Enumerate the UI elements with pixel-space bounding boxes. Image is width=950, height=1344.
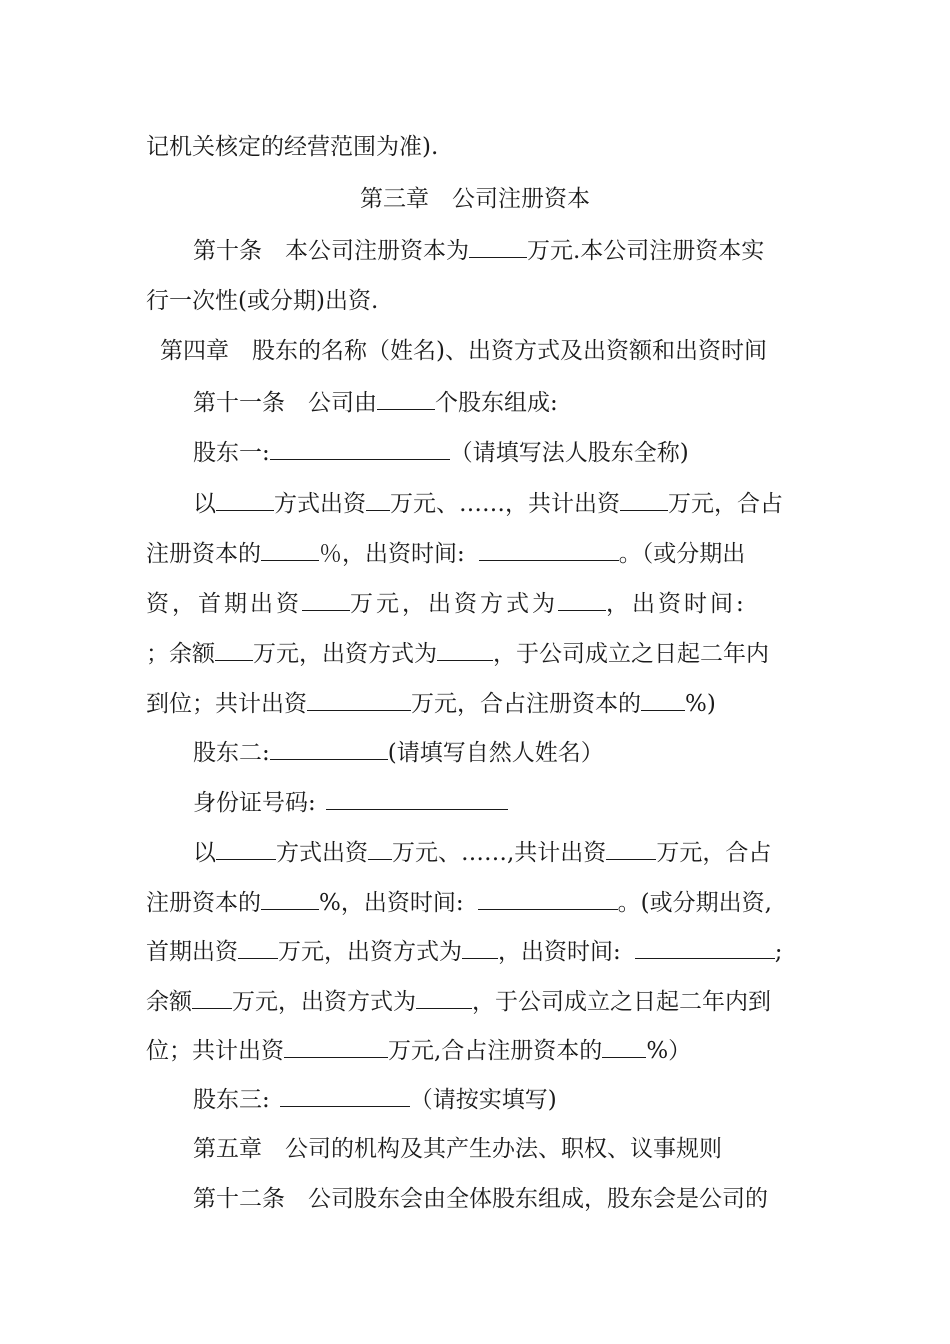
- blank-underline: [620, 488, 668, 511]
- line-text: 第十一条 公司由: [193, 390, 377, 416]
- line-text: 余额: [146, 989, 192, 1015]
- line-text: ；余额: [146, 641, 215, 667]
- text-line: [146, 286, 950, 316]
- line-text: 。(或分期出资,: [617, 890, 772, 916]
- line-text: 注册资本的: [146, 890, 261, 916]
- line-text: ％，出资时间:: [319, 541, 465, 567]
- line-text: %，出资时间:: [319, 890, 464, 916]
- line-text: 万元.本公司注册资本实: [527, 238, 765, 264]
- blank-underline: [462, 936, 498, 959]
- line-text: %）: [646, 1038, 692, 1064]
- line-text: 到位；共计出资: [146, 691, 307, 717]
- blank-underline: [479, 538, 619, 561]
- chapter-heading: [160, 336, 950, 366]
- blank-underline: [302, 588, 350, 611]
- line-text: 万元，出资方式为: [350, 591, 558, 617]
- line-text: ，出资时间:: [498, 939, 621, 965]
- blank-underline: [284, 1035, 388, 1058]
- text-line: [193, 488, 950, 519]
- blank-underline: [215, 638, 253, 661]
- text-line: [146, 936, 950, 967]
- line-text: 记机关核定的经营范围为准).: [146, 134, 439, 160]
- line-text: （请按实填写): [409, 1087, 557, 1113]
- blank-underline: [280, 1084, 410, 1107]
- line-text: ，出资时间:: [606, 591, 747, 617]
- shareholder-line: [193, 737, 950, 768]
- text-line: [146, 986, 950, 1017]
- line-text: 万元、……，共计出资: [390, 491, 620, 517]
- article-line: [193, 1184, 950, 1214]
- blank-underline: [437, 638, 493, 661]
- line-text: 位；共计出资: [146, 1038, 284, 1064]
- line-text: （请填写法人股东全称): [449, 440, 689, 466]
- line-text: 行一次性(或分期)出资.: [146, 288, 379, 314]
- text-line: [193, 837, 950, 868]
- line-text: 万元，合占注册资本的: [411, 691, 641, 717]
- blank-underline: [307, 688, 411, 711]
- blank-underline: [558, 588, 606, 611]
- line-text: 首期出资: [146, 939, 238, 965]
- blank-underline: [270, 437, 450, 460]
- line-text: 注册资本的: [146, 541, 261, 567]
- chapter-heading: [0, 184, 950, 214]
- text-line: [146, 887, 950, 918]
- heading-text: 第五章 公司的机构及其产生办法、职权、议事规则: [193, 1136, 722, 1162]
- heading-text: 第三章 公司注册资本: [360, 186, 590, 212]
- line-text: ，于公司成立之日起二年内到: [472, 989, 771, 1015]
- line-text: 万元，合占: [668, 491, 783, 517]
- chapter-heading: [193, 1134, 950, 1164]
- line-text: %): [685, 691, 716, 717]
- blank-underline: [416, 986, 472, 1009]
- line-text: 。（或分期出: [618, 541, 746, 567]
- line-text: ;: [774, 939, 783, 965]
- blank-underline: [270, 737, 388, 760]
- line-text: 万元，出资方式为: [232, 989, 416, 1015]
- line-text: 第十条 本公司注册资本为: [193, 238, 469, 264]
- blank-underline: [478, 887, 618, 910]
- heading-text: 第四章 股东的名称（姓名)、出资方式及出资额和出资时间: [160, 338, 767, 364]
- article-line: [193, 235, 950, 266]
- blank-underline: [216, 488, 274, 511]
- text-line: [146, 1035, 950, 1066]
- blank-underline: [216, 837, 276, 860]
- line-text: 股东三:: [193, 1087, 270, 1113]
- line-text: 资，首期出资: [146, 591, 302, 617]
- line-text: ，于公司成立之日起二年内: [493, 641, 769, 667]
- line-text: 万元，出资方式为: [253, 641, 437, 667]
- blank-underline: [366, 488, 390, 511]
- line-text: 以: [193, 840, 216, 866]
- line-text: 第十二条 公司股东会由全体股东组成，股东会是公司的: [193, 1186, 768, 1212]
- text-line: [146, 638, 950, 669]
- line-text: 股东一:: [193, 440, 270, 466]
- line-text: 股东二:: [193, 740, 270, 766]
- blank-underline: [261, 887, 319, 910]
- blank-underline: [238, 936, 278, 959]
- blank-underline: [368, 837, 392, 860]
- text-line: [146, 588, 950, 619]
- blank-underline: [602, 1035, 646, 1058]
- line-text: 身份证号码:: [193, 790, 316, 816]
- text-line: [146, 132, 950, 162]
- shareholder-line: [193, 1084, 950, 1115]
- line-text: 个股东组成:: [435, 390, 558, 416]
- blank-underline: [192, 986, 232, 1009]
- blank-underline: [635, 936, 775, 959]
- line-text: 万元，合占: [656, 840, 772, 866]
- line-text: 万元,合占注册资本的: [388, 1038, 603, 1064]
- blank-underline: [377, 387, 435, 410]
- line-text: 万元、……,共计出资: [392, 840, 607, 866]
- id-number-line: [193, 787, 950, 818]
- article-line: [193, 387, 950, 418]
- line-text: (请填写自然人姓名）: [387, 740, 604, 766]
- shareholder-line: [193, 437, 950, 468]
- line-text: 万元，出资方式为: [278, 939, 462, 965]
- blank-underline: [606, 837, 656, 860]
- line-text: 方式出资: [274, 491, 366, 517]
- line-text: 方式出资: [276, 840, 368, 866]
- blank-underline: [469, 235, 527, 258]
- blank-underline: [326, 787, 508, 810]
- text-line: [146, 688, 950, 719]
- line-text: 以: [193, 491, 216, 517]
- blank-underline: [261, 538, 319, 561]
- blank-underline: [641, 688, 685, 711]
- text-line: [146, 538, 950, 569]
